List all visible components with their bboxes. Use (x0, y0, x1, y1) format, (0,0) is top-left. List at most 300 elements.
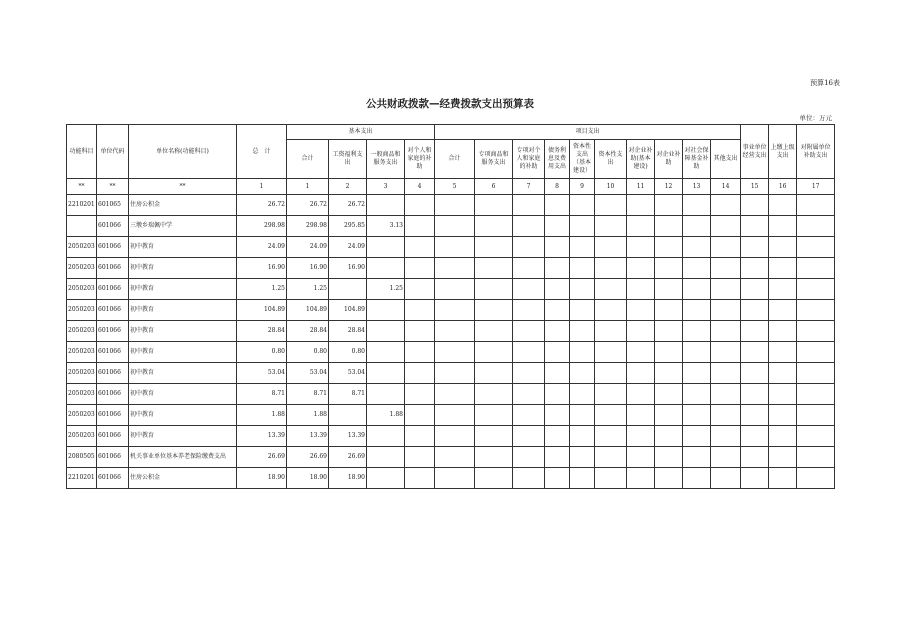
empty-cell (711, 468, 741, 489)
empty-cell (513, 342, 545, 363)
empty-cell (797, 300, 835, 321)
table-row (67, 342, 835, 363)
salary-cell: 24.09 (329, 237, 367, 258)
empty-cell (741, 342, 769, 363)
salary-cell: 13.39 (329, 426, 367, 447)
empty-cell (797, 468, 835, 489)
table-row (67, 447, 835, 468)
func-code-cell: 2210201 (67, 468, 97, 489)
empty-cell (595, 342, 627, 363)
empty-cell (513, 237, 545, 258)
empty-cell (475, 468, 513, 489)
basic-total-cell: 24.09 (287, 237, 329, 258)
empty-cell (769, 216, 797, 237)
personal-cell (405, 342, 435, 363)
empty-cell (711, 321, 741, 342)
unit-code-cell: 601066 (97, 300, 129, 321)
index-cell: 16 (769, 179, 797, 195)
salary-cell: 16.90 (329, 258, 367, 279)
empty-cell (513, 426, 545, 447)
salary-cell: 26.69 (329, 447, 367, 468)
empty-cell (683, 426, 711, 447)
header-enterprise-op: 事业单位经营支出 (741, 125, 769, 179)
empty-cell (769, 468, 797, 489)
empty-cell (545, 279, 570, 300)
empty-cell (655, 405, 683, 426)
empty-cell (627, 468, 655, 489)
index-cell: 12 (655, 179, 683, 195)
total-cell: 104.89 (237, 300, 287, 321)
basic-total-cell: 26.72 (287, 195, 329, 216)
empty-cell (595, 321, 627, 342)
index-cell: 7 (513, 179, 545, 195)
func-code-cell: 2050203 (67, 426, 97, 447)
empty-cell (435, 195, 475, 216)
table-body (67, 195, 835, 489)
goods-cell (367, 300, 405, 321)
empty-cell (797, 447, 835, 468)
empty-cell (435, 426, 475, 447)
empty-cell (513, 384, 545, 405)
empty-cell (683, 195, 711, 216)
func-code-cell: 2050203 (67, 405, 97, 426)
empty-cell (570, 237, 595, 258)
empty-cell (595, 405, 627, 426)
unit-code-cell: 601066 (97, 321, 129, 342)
unit-code-cell: 601066 (97, 279, 129, 300)
empty-cell (627, 384, 655, 405)
empty-cell (797, 279, 835, 300)
empty-cell (595, 468, 627, 489)
index-row (67, 179, 835, 195)
empty-cell (655, 258, 683, 279)
empty-cell (513, 258, 545, 279)
unit-code-cell: 601066 (97, 216, 129, 237)
goods-cell (367, 384, 405, 405)
empty-cell (595, 300, 627, 321)
total-cell: 53.04 (237, 363, 287, 384)
page-title: 公共财政拨款—经费拨款支出预算表 (366, 98, 534, 110)
empty-cell (570, 279, 595, 300)
empty-cell (741, 468, 769, 489)
index-cell: 4 (405, 179, 435, 195)
empty-cell (475, 195, 513, 216)
empty-cell (683, 363, 711, 384)
header-total: 总 计 (237, 125, 287, 179)
goods-cell (367, 447, 405, 468)
empty-cell (570, 342, 595, 363)
empty-cell (475, 216, 513, 237)
empty-cell (627, 258, 655, 279)
empty-cell (627, 405, 655, 426)
personal-cell (405, 279, 435, 300)
func-code-cell: 2050203 (67, 300, 97, 321)
total-cell: 13.39 (237, 426, 287, 447)
salary-cell: 28.84 (329, 321, 367, 342)
empty-cell (711, 342, 741, 363)
goods-cell (367, 258, 405, 279)
empty-cell (741, 405, 769, 426)
empty-cell (435, 216, 475, 237)
empty-cell (797, 426, 835, 447)
empty-cell (711, 279, 741, 300)
empty-cell (769, 384, 797, 405)
empty-cell (683, 447, 711, 468)
empty-cell (475, 258, 513, 279)
empty-cell (655, 321, 683, 342)
personal-cell (405, 216, 435, 237)
empty-cell (475, 237, 513, 258)
table-row (67, 300, 835, 321)
empty-cell (570, 258, 595, 279)
index-cell: 3 (367, 179, 405, 195)
total-cell: 8.71 (237, 384, 287, 405)
empty-cell (513, 279, 545, 300)
unit-name-cell: 初中教育 (129, 342, 237, 363)
empty-cell (711, 447, 741, 468)
form-number: 预算16表 (810, 79, 840, 87)
index-cell: 6 (475, 179, 513, 195)
unit-name-cell: 初中教育 (129, 384, 237, 405)
personal-cell (405, 300, 435, 321)
empty-cell (570, 300, 595, 321)
index-cell: 1 (287, 179, 329, 195)
basic-total-cell: 1.88 (287, 405, 329, 426)
empty-cell (627, 279, 655, 300)
empty-cell (711, 363, 741, 384)
empty-cell (570, 363, 595, 384)
empty-cell (655, 384, 683, 405)
personal-cell (405, 258, 435, 279)
empty-cell (595, 258, 627, 279)
empty-cell (475, 447, 513, 468)
header-unit-name: 单位名称(功能科目) (129, 125, 237, 179)
empty-cell (435, 342, 475, 363)
empty-cell (683, 321, 711, 342)
empty-cell (711, 300, 741, 321)
empty-cell (627, 342, 655, 363)
empty-cell (435, 363, 475, 384)
empty-cell (683, 342, 711, 363)
empty-cell (475, 300, 513, 321)
empty-cell (711, 237, 741, 258)
table-row (67, 405, 835, 426)
empty-cell (435, 279, 475, 300)
empty-cell (655, 195, 683, 216)
unit-label: 单位：万元 (799, 114, 832, 122)
empty-cell (769, 300, 797, 321)
total-cell: 1.25 (237, 279, 287, 300)
index-cell: 13 (683, 179, 711, 195)
table-row (67, 384, 835, 405)
empty-cell (570, 321, 595, 342)
table-row (67, 237, 835, 258)
goods-cell (367, 195, 405, 216)
header-project-total: 合计 (435, 140, 475, 179)
header-project-enterprise-basic: 对企业补助(基本建设) (627, 140, 655, 179)
unit-name-cell: 初中教育 (129, 279, 237, 300)
empty-cell (435, 405, 475, 426)
basic-total-cell: 0.80 (287, 342, 329, 363)
header-project-enterprise: 对企业补助 (655, 140, 683, 179)
total-cell: 298.98 (237, 216, 287, 237)
empty-cell (683, 279, 711, 300)
empty-cell (545, 216, 570, 237)
header-basic-salary: 工资福利支出 (329, 140, 367, 179)
empty-cell (797, 237, 835, 258)
unit-code-cell: 601066 (97, 342, 129, 363)
empty-cell (655, 300, 683, 321)
empty-cell (741, 216, 769, 237)
index-cell: 11 (627, 179, 655, 195)
empty-cell (797, 342, 835, 363)
table-row (67, 279, 835, 300)
salary-cell (329, 279, 367, 300)
empty-cell (475, 363, 513, 384)
empty-cell (545, 195, 570, 216)
empty-cell (570, 216, 595, 237)
empty-cell (513, 216, 545, 237)
empty-cell (595, 447, 627, 468)
header-project-social-fund: 对社会保障基金补助 (683, 140, 711, 179)
empty-cell (769, 279, 797, 300)
empty-cell (797, 384, 835, 405)
empty-cell (595, 237, 627, 258)
basic-total-cell: 13.39 (287, 426, 329, 447)
empty-cell (797, 405, 835, 426)
empty-cell (545, 342, 570, 363)
empty-cell (545, 468, 570, 489)
index-cell: ** (97, 179, 129, 195)
empty-cell (711, 405, 741, 426)
empty-cell (513, 363, 545, 384)
unit-name-cell: 机关事业单位基本养老保险缴费支出 (129, 447, 237, 468)
func-code-cell: 2080505 (67, 447, 97, 468)
empty-cell (595, 195, 627, 216)
empty-cell (435, 384, 475, 405)
empty-cell (683, 468, 711, 489)
empty-cell (570, 426, 595, 447)
personal-cell (405, 363, 435, 384)
empty-cell (513, 195, 545, 216)
goods-cell (367, 342, 405, 363)
func-code-cell: 2050203 (67, 258, 97, 279)
empty-cell (545, 363, 570, 384)
table-row (67, 468, 835, 489)
salary-cell (329, 405, 367, 426)
basic-total-cell: 298.98 (287, 216, 329, 237)
empty-cell (513, 300, 545, 321)
empty-cell (475, 342, 513, 363)
func-code-cell: 2050203 (67, 279, 97, 300)
basic-total-cell: 16.90 (287, 258, 329, 279)
empty-cell (797, 321, 835, 342)
unit-name-cell: 初中教育 (129, 321, 237, 342)
index-cell: 5 (435, 179, 475, 195)
empty-cell (769, 363, 797, 384)
empty-cell (797, 216, 835, 237)
index-cell: 9 (570, 179, 595, 195)
empty-cell (741, 258, 769, 279)
empty-cell (570, 468, 595, 489)
unit-code-cell: 601066 (97, 426, 129, 447)
personal-cell (405, 237, 435, 258)
personal-cell (405, 321, 435, 342)
empty-cell (655, 279, 683, 300)
empty-cell (655, 342, 683, 363)
empty-cell (627, 216, 655, 237)
empty-cell (545, 426, 570, 447)
unit-name-cell: 住房公积金 (129, 195, 237, 216)
unit-code-cell: 601066 (97, 363, 129, 384)
empty-cell (570, 447, 595, 468)
salary-cell: 53.04 (329, 363, 367, 384)
empty-cell (683, 216, 711, 237)
header-upper: 上缴上级支出 (769, 125, 797, 179)
empty-cell (741, 447, 769, 468)
header-unit-code: 单位代码 (97, 125, 129, 179)
empty-cell (513, 447, 545, 468)
empty-cell (513, 321, 545, 342)
basic-total-cell: 8.71 (287, 384, 329, 405)
empty-cell (627, 321, 655, 342)
func-code-cell: 2050203 (67, 237, 97, 258)
unit-name-cell: 三墩乡瑞佩中学 (129, 216, 237, 237)
empty-cell (769, 258, 797, 279)
table-row (67, 195, 835, 216)
table-row (67, 321, 835, 342)
header-project-debt: 债务利息及费用支出 (545, 140, 570, 179)
empty-cell (741, 426, 769, 447)
empty-cell (627, 300, 655, 321)
empty-cell (435, 237, 475, 258)
unit-code-cell: 601065 (97, 195, 129, 216)
unit-code-cell: 601066 (97, 405, 129, 426)
table-row (67, 216, 835, 237)
salary-cell: 295.85 (329, 216, 367, 237)
goods-cell: 3.13 (367, 216, 405, 237)
empty-cell (741, 300, 769, 321)
salary-cell: 104.89 (329, 300, 367, 321)
total-cell: 1.88 (237, 405, 287, 426)
empty-cell (627, 447, 655, 468)
basic-total-cell: 18.90 (287, 468, 329, 489)
goods-cell (367, 237, 405, 258)
total-cell: 16.90 (237, 258, 287, 279)
empty-cell (570, 405, 595, 426)
salary-cell: 18.90 (329, 468, 367, 489)
empty-cell (655, 363, 683, 384)
empty-cell (435, 447, 475, 468)
empty-cell (741, 195, 769, 216)
header-subsidiary: 对附属单位补助支出 (797, 125, 835, 179)
total-cell: 24.09 (237, 237, 287, 258)
unit-code-cell: 601066 (97, 237, 129, 258)
goods-cell (367, 363, 405, 384)
empty-cell (545, 447, 570, 468)
func-code-cell: 2050203 (67, 363, 97, 384)
empty-cell (655, 426, 683, 447)
index-cell: 14 (711, 179, 741, 195)
header-basic-total: 合计 (287, 140, 329, 179)
func-code-cell: 2050203 (67, 384, 97, 405)
empty-cell (769, 405, 797, 426)
personal-cell (405, 195, 435, 216)
func-code-cell: 2210201 (67, 195, 97, 216)
index-cell: 8 (545, 179, 570, 195)
unit-name-cell: 住房公积金 (129, 468, 237, 489)
basic-total-cell: 26.69 (287, 447, 329, 468)
empty-cell (435, 321, 475, 342)
header-basic-goods: 一般商品和服务支出 (367, 140, 405, 179)
goods-cell (367, 468, 405, 489)
table-row (67, 258, 835, 279)
personal-cell (405, 468, 435, 489)
empty-cell (655, 468, 683, 489)
basic-total-cell: 53.04 (287, 363, 329, 384)
empty-cell (595, 279, 627, 300)
table-row (67, 426, 835, 447)
basic-total-cell: 104.89 (287, 300, 329, 321)
unit-name-cell: 初中教育 (129, 363, 237, 384)
empty-cell (595, 363, 627, 384)
empty-cell (741, 279, 769, 300)
unit-name-cell: 初中教育 (129, 426, 237, 447)
empty-cell (595, 216, 627, 237)
goods-cell (367, 321, 405, 342)
empty-cell (797, 258, 835, 279)
salary-cell: 26.72 (329, 195, 367, 216)
unit-code-cell: 601066 (97, 384, 129, 405)
table-row (67, 363, 835, 384)
personal-cell (405, 426, 435, 447)
unit-name-cell: 初中教育 (129, 405, 237, 426)
empty-cell (595, 426, 627, 447)
goods-cell: 1.88 (367, 405, 405, 426)
empty-cell (683, 300, 711, 321)
empty-cell (435, 468, 475, 489)
empty-cell (475, 321, 513, 342)
func-code-cell (67, 216, 97, 237)
empty-cell (570, 195, 595, 216)
goods-cell (367, 426, 405, 447)
empty-cell (769, 447, 797, 468)
empty-cell (545, 405, 570, 426)
personal-cell (405, 447, 435, 468)
unit-code-cell: 601066 (97, 258, 129, 279)
index-cell: ** (129, 179, 237, 195)
empty-cell (797, 195, 835, 216)
empty-cell (475, 426, 513, 447)
empty-cell (513, 468, 545, 489)
budget-table (66, 124, 835, 489)
header-project-goods: 专项商品和服务支出 (475, 140, 513, 179)
basic-total-cell: 28.84 (287, 321, 329, 342)
empty-cell (627, 426, 655, 447)
empty-cell (655, 237, 683, 258)
empty-cell (741, 237, 769, 258)
empty-cell (570, 384, 595, 405)
empty-cell (435, 300, 475, 321)
index-cell: 2 (329, 179, 367, 195)
total-cell: 18.90 (237, 468, 287, 489)
empty-cell (711, 384, 741, 405)
empty-cell (769, 426, 797, 447)
index-cell: 15 (741, 179, 769, 195)
empty-cell (769, 342, 797, 363)
empty-cell (741, 321, 769, 342)
empty-cell (769, 237, 797, 258)
